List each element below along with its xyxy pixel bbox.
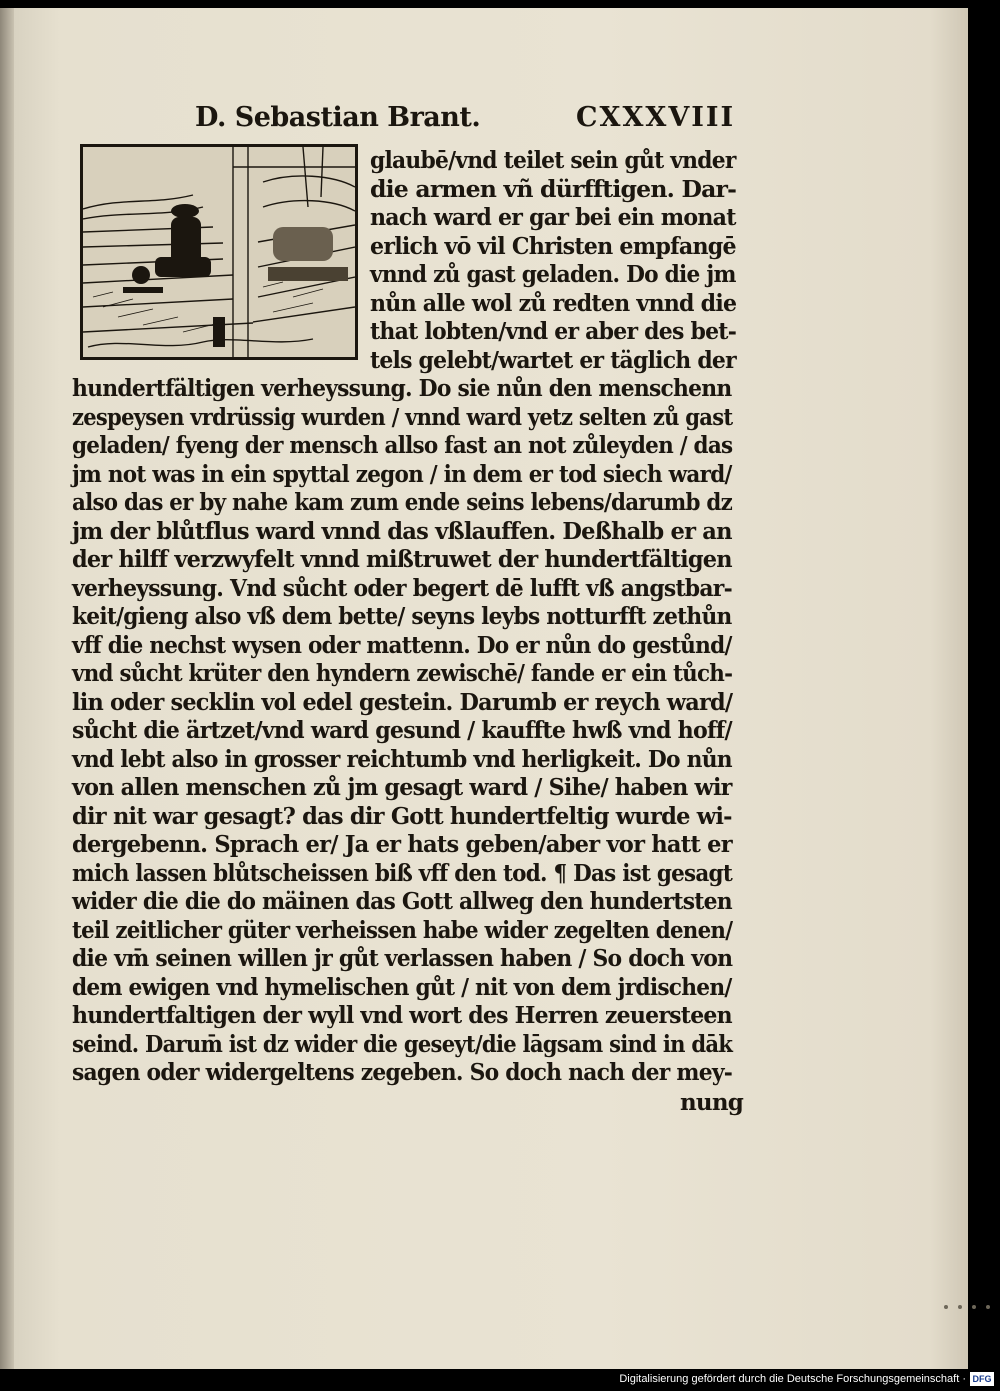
text-line: vnd sůcht krüter den hyndern zewischē/ fande er ein tůch-: [72, 660, 733, 687]
text-line: tels gelebt/wartet er täglich der: [370, 346, 736, 374]
dfg-logo-icon: DFG: [970, 1372, 994, 1386]
folio-number: CXXXVIII: [576, 102, 736, 133]
text-line: also das er by nahe kam zum ende seins lebens/darumb dz: [72, 489, 733, 516]
text-line: jm der blůtflus ward vnnd das vßlauffen. Deßhalb er an: [72, 517, 732, 545]
text-line: vnnd zů gast geladen. Do die jm: [370, 261, 736, 288]
text-line: that lobten/vnd er aber des bet-: [370, 318, 737, 345]
text-line: jm not was in ein spyttal zegon / in dem er tod siech ward/: [72, 460, 732, 488]
text-line: der hilff verzwyfelt vnnd mißtruwet der hundertfältigen: [72, 546, 732, 573]
text-line: hundertfältigen verheyssung. Do sie nůn den menschenn: [72, 375, 732, 402]
text-line: verheyssung. Vnd sůcht oder begert dē lufft vß angstbar-: [72, 574, 732, 602]
edge-marks: [940, 1305, 1000, 1313]
text-line: geladen/ fyeng der mensch allso fast an not zůleyden / das: [72, 432, 733, 459]
text-line: vff die nechst wysen oder mattenn. Do er nůn do gestůnd/: [72, 631, 732, 659]
text-line: dergebenn. Sprach er/ Ja er hats geben/aber vor hatt er: [72, 831, 732, 858]
text-line: teil zeitlicher güter verheissen habe wider zegelten denen/: [72, 916, 733, 944]
text-line: vnd lebt also in grosser reichtumb vnd herligkeit. Do nůn: [72, 745, 732, 773]
text-line: keit/gieng also vß dem bette/ seyns leybs notturfft zethůn: [72, 603, 732, 630]
text-line: die armen vñ dürfftigen. Dar-: [370, 175, 737, 203]
catchword: nung: [680, 1089, 744, 1116]
text-line: seind. Darum̄ ist dz wider die geseyt/die lāgsam sind in dāk: [72, 1030, 733, 1058]
text-line: lin oder secklin vol edel gestein. Darumb er reych ward/: [72, 688, 733, 716]
text-line: erlich vō vil Christen empfangē: [370, 232, 736, 260]
text-line: dem ewigen vnd hymelischen gůt / nit von dem jrdischen/: [72, 973, 732, 1001]
text-line: mich lassen blůtscheissen biß vff den tod. ¶ Das ist gesagt: [72, 859, 732, 887]
text-line: die vm̄ seinen willen jr gůt verlassen haben / So doch von: [72, 945, 733, 972]
text-line: nach ward er gar bei ein monat: [370, 204, 736, 231]
text-line: glaubē/vnd teilet sein gůt vnder: [370, 147, 736, 174]
text-line: dir nit war gesagt? das dir Gott hundertfeltig wurde wi-: [72, 802, 732, 830]
text-line: zespeysen vrdrüssig wurden / vnnd ward yetz selten zů gast: [72, 403, 733, 431]
text-line: sůcht die ärtzet/vnd ward gesund / kauffte hwß vnd hoff/: [72, 717, 732, 744]
text-line: von allen menschen zů jm gesagt ward / Sihe/ haben wir: [72, 774, 732, 801]
digitization-credit: Digitalisierung gefördert durch die Deutsche Forschungsgemeinschaft ·: [619, 1373, 966, 1385]
text-line: nůn alle wol zů redten vnnd die: [370, 289, 737, 317]
text-line: hundertfaltigen der wyll vnd wort des Herren zeuersteen: [72, 1002, 732, 1029]
running-title: D. Sebastian Brant.: [195, 102, 481, 133]
text-line: wider die die do mäinen das Gott allweg den hundertsten: [72, 888, 732, 915]
text-line: sagen oder widergeltens zegeben. So doch nach der mey-: [72, 1059, 733, 1086]
